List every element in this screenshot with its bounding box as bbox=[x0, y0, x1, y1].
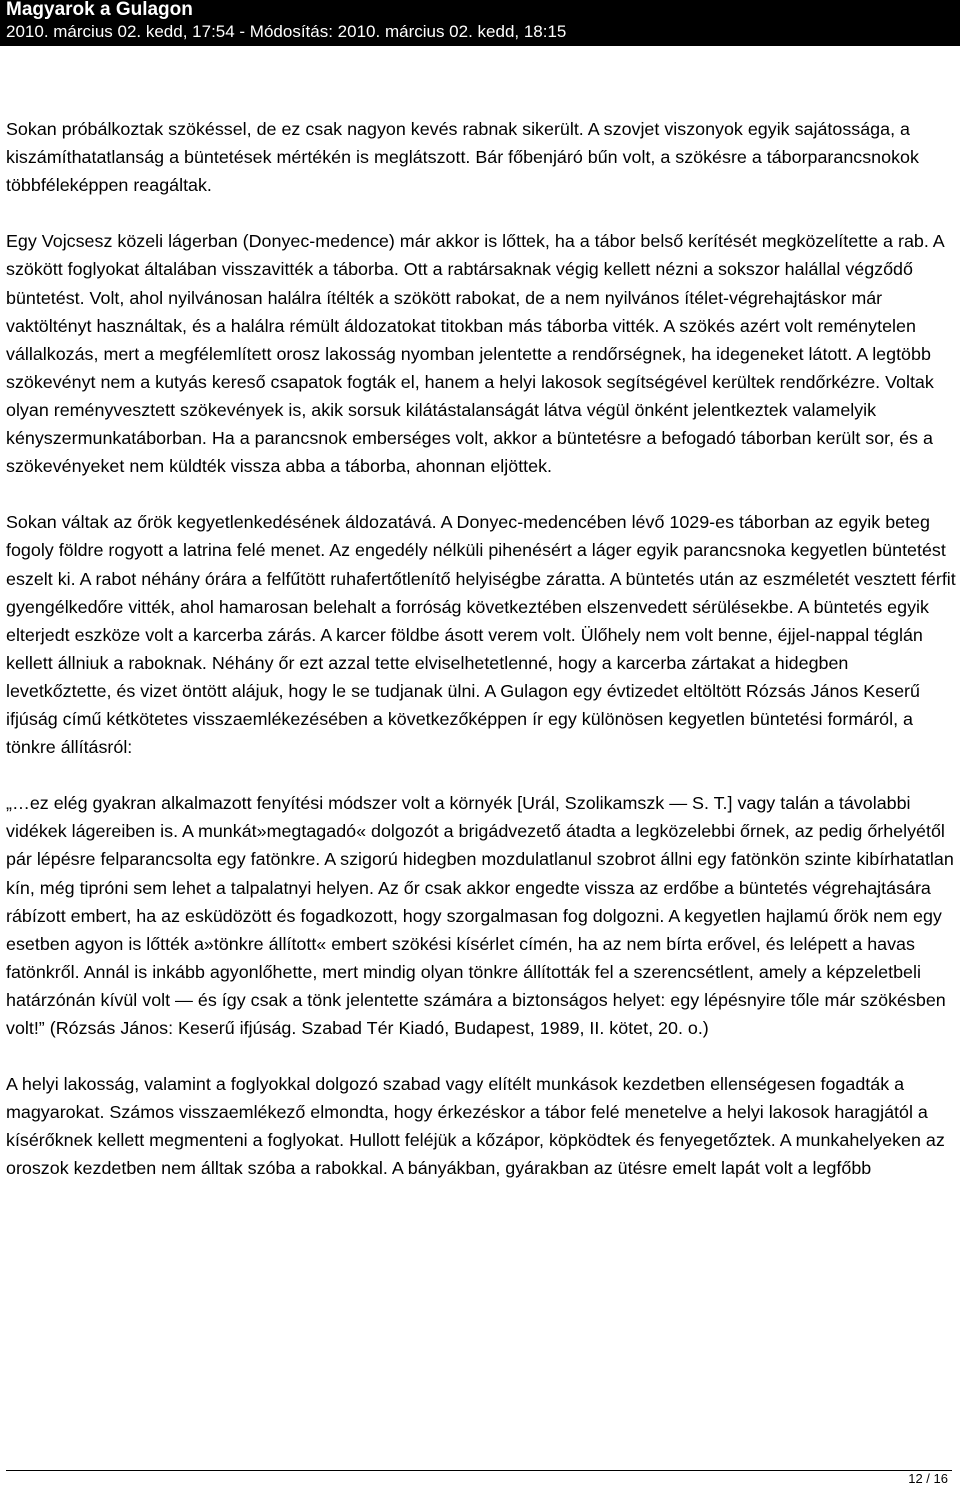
footer-divider bbox=[6, 1470, 952, 1471]
article-paragraph: Sokan váltak az őrök kegyetlenkedésének áldozatává. A Donyec-medencében lévő 1029-es táborban az egyik beteg fogoly földre rogyott a latrina felé menet. Az engedély nélküli pihenésért a láger egyik parancsnoka kegyetlen büntetést eszelt ki. A rabot néhány órára a felfűtött ruhafertőtlenítő helyiségbe záratta. A büntetés után az eszméletét vesztett férfit gyengélkedőre vitték, ahol hamarosan belehalt a forróság következtében elszenvedett sérülésekbe. A büntetés egyik elterjedt eszköze volt a karcerba zárás. A karcer földbe ásott verem volt. Ülőhely nem volt benne, éjjel-nappal téglán kellett állniuk a raboknak. Néhány őr ezt azzal tette elviselhetetlenné, hogy a karcerba zártakat a hidegben levetkőztette, és vizet öntött alájuk, hogy le se tudjanak ülni. A Gulagon egy évtizedet eltöltött Rózsás János Keserű ifjúság című kétkötetes visszaemlékezésében a következőképpen ír egy különösen kegyetlen büntetési formáról, a tönkre állításról: bbox=[6, 512, 956, 758]
article-paragraph: Sokan próbálkoztak szökéssel, de ez csak nagyon kevés rabnak sikerült. A szovjet viszonyok egyik sajátossága, a kiszámíthatatlanság a büntetések mértékén is meglátszott. Bár főbenjáró bűn volt, a szökésre a táborparancsnokok többféleképpen reagáltak. bbox=[6, 119, 919, 196]
article-body bbox=[6, 115, 956, 1211]
article-quote: „…ez elég gyakran alkalmazott fenyítési módszer volt a környék [Urál, Szolikamszk — S. T.] vagy talán a távolabbi vidékek lágereiben is. A munkát»megtagadó« dolgozót a brigádvezető átadta a legközelebbi őrnek, az pedig őrhelyétől pár lépésre felparancsolta egy fatönkre. A szigorú hidegben mozdulatlanul szobrot állni egy fatönkön szinte kibírhatatlan kín, még tipróni sem lehet a talpalatnyi helyen. Az őr csak akkor engedte vissza az erdőbe a büntetés végrehajtására rábízott embert, ha az esküdözött és fogadkozott, hogy szorgalmasan fog dolgozni. A kegyetlen hajlamú őrök nem egy esetben agyon is lőtték a»tönkre állított« embert szökési kísérlet címén, ha az nem bírta erővel, és lelépett a havas fatönkről. Annál is inkább agyonlőhette, mert mindig olyan tönkre állították fel a szerencsétlent, amely a képzeletbeli határzónán kívül volt — és így csak a tönk jelentette számára a biztonságos helyet: egy lépésnyire tőle már szökésben volt!” (Rózsás János: Keserű ifjúság. Szabad Tér Kiadó, Budapest, 1989, II. kötet, 20. o.) bbox=[6, 793, 954, 1038]
article-paragraph: Egy Vojcsesz közeli lágerban (Donyec-medence) már akkor is lőttek, ha a tábor belső kerítését megközelítette a rab. A szökött foglyokat általában visszavitték a táborba. Ott a rabtársaknak végig kellett nézni a sokszor halállal végződő büntetést. Volt, ahol nyilvánosan halálra ítélték a szökött rabokat, de a nem nyilvános ítélet-végrehajtáskor már vaktöltényt használtak, és a halálra rémült áldozatokat titokban más táborba vitték. A szökés azért volt reménytelen vállalkozás, mert a megfélemlített orosz lakosság nyomban jelentette a rendőrségnek, ha idegeneket látott. A legtöbb szökevényt nem a kutyás kereső csapatok fogták el, hanem a helyi lakosok segítségével kerültek rendőrkézre. Voltak olyan reményvesztett szökevények is, akik sorsuk kilátástalanságát látva végül önként jelentkeztek valamelyik kényszermunkatáborban. Ha a parancsnok emberséges volt, akkor a büntetésre a befogadó táborban került sor, és a szökevényeket nem küldték vissza abba a táborba, ahonnan eljöttek. bbox=[6, 231, 944, 477]
article-paragraph: A helyi lakosság, valamint a foglyokkal dolgozó szabad vagy elítélt munkások kezdetben ellenségesen fogadták a magyarokat. Számos visszaemlékező elmondta, hogy érkezéskor a tábor felé menetelve a helyi lakosok haragjától a kísérőknek kellett megmenteni a foglyokat. Hullott feléjük a kőzápor, köpködtek és fenyegetőztek. A munkahelyeken az oroszok kezdetben nem álltak szóba a rabokkal. A bányákban, gyárakban az ütésre emelt lapát volt a legfőbb bbox=[6, 1074, 945, 1179]
page-number: 12 / 16 bbox=[908, 1471, 948, 1486]
document-title: Magyarok a Gulagon bbox=[6, 0, 193, 20]
document-dates: 2010. március 02. kedd, 17:54 - Módosítás: 2010. március 02. kedd, 18:15 bbox=[6, 22, 567, 41]
document-header bbox=[0, 0, 960, 46]
